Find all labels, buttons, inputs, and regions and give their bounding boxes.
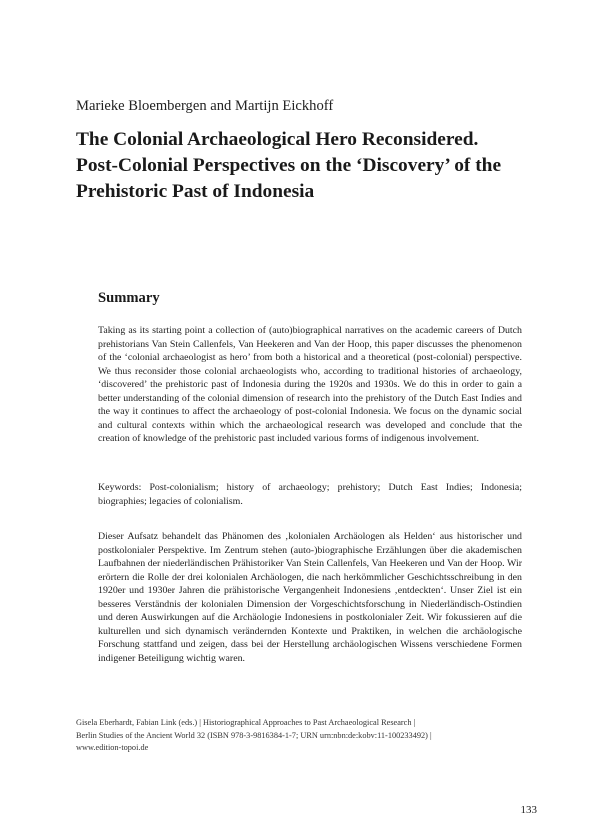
title-line-2: Post-Colonial Perspectives on the ‘Discovery’ of the bbox=[76, 155, 502, 176]
summary-heading: Summary bbox=[98, 290, 160, 306]
authors: Marieke Bloembergen and Martijn Eickhoff bbox=[76, 98, 334, 114]
keywords: Keywords: Post-colonialism; history of archaeology; prehistory; Dutch East Indies; Indonesia; biographies; legacies of colonialism. bbox=[98, 482, 522, 507]
footer-line-3: www.edition-topoi.de bbox=[76, 743, 149, 752]
page-number: 133 bbox=[520, 804, 537, 816]
footer-line-1: Gisela Eberhardt, Fabian Link (eds.) | Historiographical Approaches to Past Archaeological Research | bbox=[76, 718, 416, 727]
title-line-3: Prehistoric Past of Indonesia bbox=[76, 181, 315, 202]
abstract-german: Dieser Aufsatz behandelt das Phänomen des ‚kolonialen Archäologen als Helden‘ aus historischer und postkolonialer Perspektive. Im Zentrum stehen (auto-)biographische Erzählungen über die akademischen Laufbahnen der niederländischen Prähistoriker Van Stein Callenfels, Van Heekeren und Van der Hoop. Wir erörtern die Rolle der drei kolonialen Archäologen, die nach herkömmlicher Geschichtsschreibung in den 1920er und 1930er Jahren die prähistorische Vergangenheit Indonesiens ‚entdeckten‘. Unser Ziel ist ein besseres Verständnis der kolonialen Dimension der Vorgeschichtsforschung in Niederländisch-Ostindien und deren Auswirkungen auf die Archäologie Indonesiens in postkolonialer Zeit. Wir fokussieren auf die kulturellen und sich dynamisch verändernden Kontexte und Praktiken, in welchen die archäologische Forschung stattfand und zeigen, dass bei der Herstellung archäologischen Wissens verschiedene Formen indigener Beteiligung wichtig waren. bbox=[98, 531, 522, 664]
title-line-1: The Colonial Archaeological Hero Reconsidered. bbox=[76, 129, 479, 150]
publication-footer bbox=[76, 717, 516, 755]
abstract-english: Taking as its starting point a collection of (auto)biographical narratives on the academic careers of Dutch prehistorians Van Stein Callenfels, Van Heekeren and Van der Hoop, this paper discusses the phenomenon of the ‘colonial archaeologist as hero’ from both a historical and a theoretical (post-colonial) perspective. We thus reconsider those colonial archaeologists who, according to traditional histories of archaeology, ‘discovered’ the prehistoric past of Indonesia during the 1920s and 1930s. We do this in order to gain a better understanding of the colonial dimension of research into the prehistory of the Dutch East Indies and the way it continues to affect the archaeology of post-colonial Indonesia. We focus on the dynamic social and cultural contexts within which the archaeological research was developed and conclude that the creation of knowledge of the prehistoric past included various forms of indigenous involvement. bbox=[98, 325, 522, 444]
footer-line-2: Berlin Studies of the Ancient World 32 (ISBN 978-3-9816384-1-7; URN urn:nbn:de:kobv:11-100233492) | bbox=[76, 730, 432, 740]
article-title bbox=[76, 127, 536, 205]
